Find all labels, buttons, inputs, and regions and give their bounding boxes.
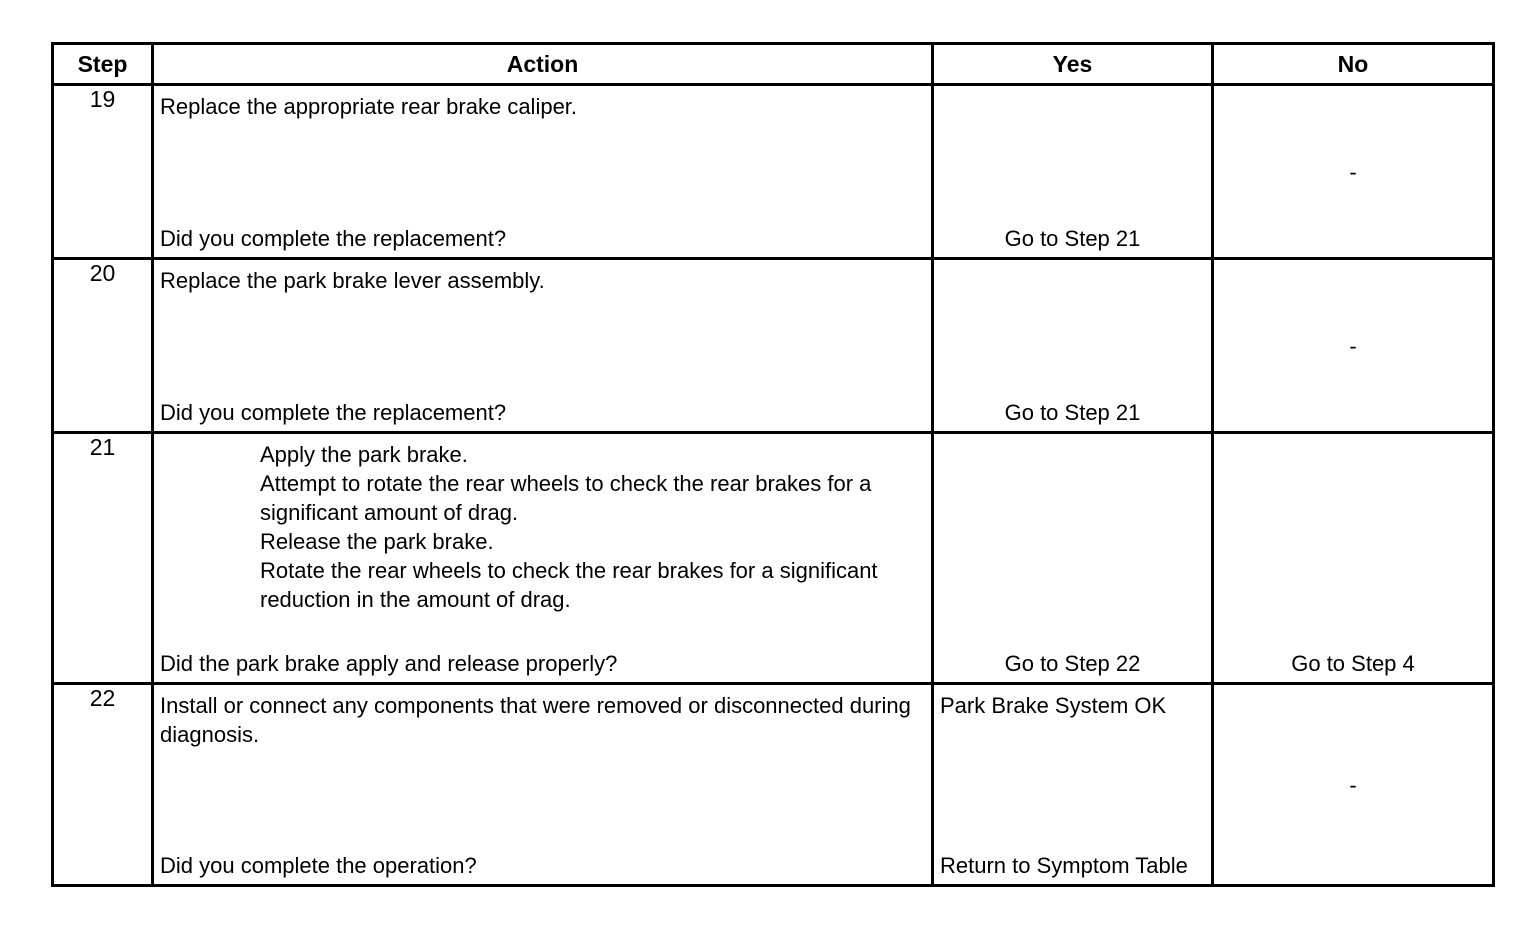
no-outcome: Go to Step 4 <box>1291 651 1415 676</box>
action-cell <box>153 259 933 433</box>
header-action: Action <box>153 44 933 85</box>
step-number: 22 <box>53 684 153 886</box>
yes-cell <box>933 433 1213 684</box>
no-outcome: - <box>1349 333 1357 358</box>
action-question: Did the park brake apply and release properly? <box>160 651 618 676</box>
yes-cell <box>933 684 1213 886</box>
diagnostic-table <box>51 42 1495 887</box>
yes-cell <box>933 259 1213 433</box>
action-instruction: Replace the park brake lever assembly. <box>160 268 545 293</box>
list-item: Release the park brake. <box>260 529 494 554</box>
yes-outcome-top: Park Brake System OK <box>940 693 1167 718</box>
step-number: 21 <box>53 433 153 684</box>
header-yes: Yes <box>933 44 1213 85</box>
action-cell <box>153 684 933 886</box>
no-outcome: - <box>1349 159 1357 184</box>
action-question: Did you complete the operation? <box>160 853 477 878</box>
action-cell <box>153 433 933 684</box>
no-cell <box>1213 433 1494 684</box>
yes-outcome: Go to Step 21 <box>1004 400 1141 425</box>
header-step: Step <box>53 44 153 85</box>
table-row <box>53 684 1494 886</box>
yes-outcome: Go to Step 22 <box>1004 651 1141 676</box>
yes-outcome-bottom: Return to Symptom Table <box>940 853 1188 878</box>
table-row <box>53 433 1494 684</box>
header-row <box>53 44 1494 85</box>
no-outcome: - <box>1349 772 1357 797</box>
list-item: Rotate the rear wheels to check the rear brakes for a significant reduction in the amount of drag. <box>260 558 878 612</box>
list-item: Apply the park brake. <box>260 442 468 467</box>
table-row <box>53 85 1494 259</box>
no-cell <box>1213 259 1494 433</box>
action-question: Did you complete the replacement? <box>160 226 507 251</box>
action-cell <box>153 85 933 259</box>
no-cell <box>1213 684 1494 886</box>
yes-cell <box>933 85 1213 259</box>
action-instruction: Install or connect any components that were removed or disconnected during diagnosis. <box>160 693 911 747</box>
yes-outcome: Go to Step 21 <box>1004 226 1141 251</box>
header-no: No <box>1213 44 1494 85</box>
table-row <box>53 259 1494 433</box>
no-cell <box>1213 85 1494 259</box>
step-number: 20 <box>53 259 153 433</box>
list-item: Attempt to rotate the rear wheels to check the rear brakes for a significant amount of drag. <box>260 471 872 525</box>
action-instruction: Replace the appropriate rear brake caliper. <box>160 94 578 119</box>
step-number: 19 <box>53 85 153 259</box>
action-question: Did you complete the replacement? <box>160 400 507 425</box>
action-steps-list <box>260 440 911 614</box>
